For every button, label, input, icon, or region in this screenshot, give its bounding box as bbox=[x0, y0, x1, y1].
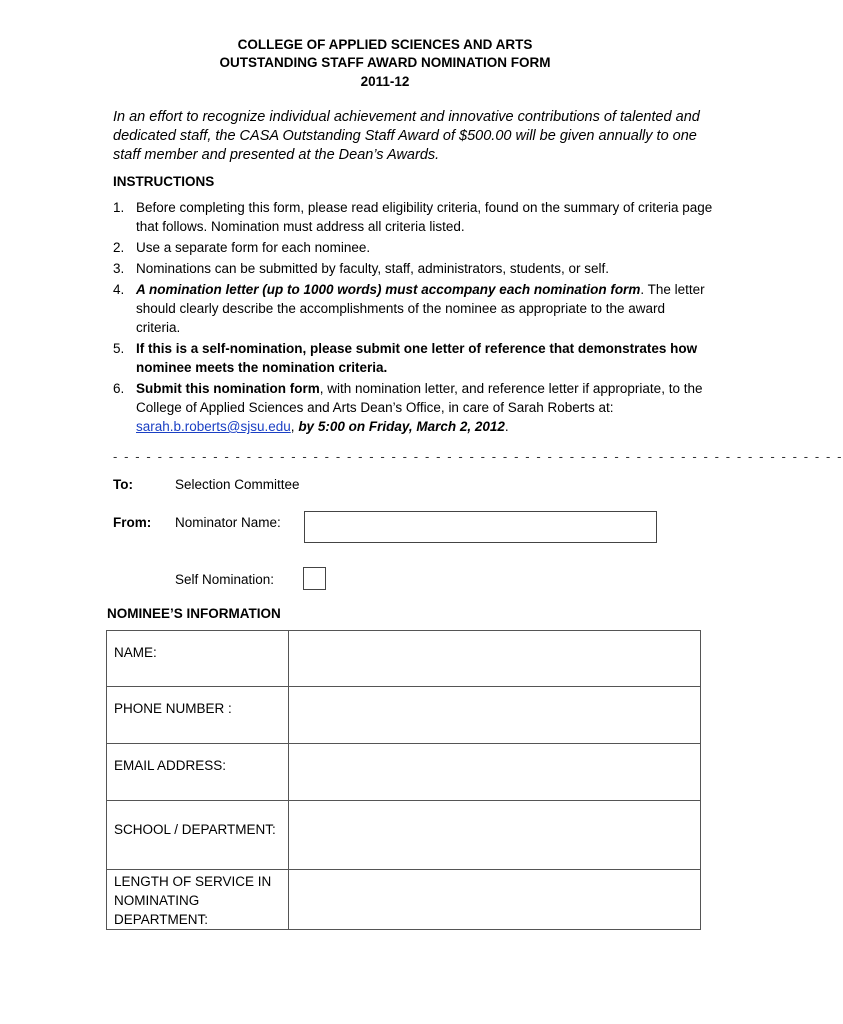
form-title-year: 2011-12 bbox=[360, 74, 410, 89]
instruction-separator: , bbox=[290, 419, 299, 434]
nominee-info-table bbox=[106, 630, 701, 930]
to-value: Selection Committee bbox=[175, 477, 300, 492]
nominee-info-heading: NOMINEE’S INFORMATION bbox=[107, 606, 281, 621]
instruction-item bbox=[113, 379, 713, 436]
instruction-end: . bbox=[504, 419, 509, 434]
length-of-service-field[interactable] bbox=[289, 870, 701, 930]
to-label: To: bbox=[113, 477, 133, 492]
email-link[interactable]: sarah.b.roberts@sjsu.edu bbox=[136, 419, 291, 434]
from-label: From: bbox=[113, 515, 152, 530]
instruction-text: Use a separate form for each nominee. bbox=[136, 240, 371, 255]
name-label: NAME: bbox=[107, 631, 289, 687]
instruction-emphasis: Submit this nomination form bbox=[136, 381, 320, 396]
instruction-text: If this is a self-nomination, please submit one letter of reference that demonstrates how nominee meets the nomination criteria. bbox=[136, 341, 698, 375]
instruction-text: Before completing this form, please read eligibility criteria, found on the summary of criteria page that follows. Nomination must address all criteria listed. bbox=[136, 200, 713, 234]
instruction-text: Nominations can be submitted by faculty, staff, administrators, students, or self. bbox=[136, 261, 609, 276]
instruction-number: 4. bbox=[113, 282, 125, 297]
instructions-heading: INSTRUCTIONS bbox=[113, 174, 215, 189]
self-nomination-checkbox[interactable] bbox=[303, 567, 326, 590]
intro-paragraph: In an effort to recognize individual achievement and innovative contributions of talented and dedicated staff, the CASA Outstanding Staff Award of $500.00 will be given annually to one staff member and presented at the Dean’s Awards. bbox=[113, 109, 700, 163]
table-row bbox=[107, 687, 701, 744]
instruction-text: . The letter should clearly describe the accomplishments of the nominee as appropriate to the award criteria. bbox=[136, 282, 705, 335]
email-field[interactable] bbox=[289, 744, 701, 801]
instruction-item bbox=[113, 259, 713, 278]
form-title-college: COLLEGE OF APPLIED SCIENCES AND ARTS bbox=[237, 37, 533, 52]
phone-field[interactable] bbox=[289, 687, 701, 744]
table-row bbox=[107, 870, 701, 930]
table-row bbox=[107, 744, 701, 801]
instruction-text: , with nomination letter, and reference letter if appropriate, to the College of Applied Sciences and Arts Dean’s Office, in care of Sarah Roberts at: bbox=[136, 381, 703, 415]
nominator-name-input[interactable] bbox=[304, 511, 657, 543]
nominator-name-label: Nominator Name: bbox=[175, 515, 281, 530]
email-label: EMAIL ADDRESS: bbox=[107, 744, 289, 801]
table-row bbox=[107, 801, 701, 870]
instruction-item bbox=[113, 280, 713, 337]
name-field[interactable] bbox=[289, 631, 701, 687]
deadline-text: by 5:00 on Friday, March 2, 2012 bbox=[298, 419, 505, 434]
instruction-number: 5. bbox=[113, 341, 125, 356]
instruction-number: 2. bbox=[113, 240, 125, 255]
instruction-number: 3. bbox=[113, 261, 125, 276]
instruction-item bbox=[113, 238, 713, 257]
length-of-service-label: LENGTH OF SERVICE IN NOMINATING DEPARTMENT: bbox=[107, 870, 289, 930]
instruction-item bbox=[113, 339, 713, 377]
school-department-field[interactable] bbox=[289, 801, 701, 870]
table-row bbox=[107, 631, 701, 687]
instruction-number: 6. bbox=[113, 381, 125, 396]
instructions-list bbox=[113, 198, 713, 438]
instruction-emphasis: A nomination letter (up to 1000 words) must accompany each nomination form bbox=[136, 282, 641, 297]
form-title-award: OUTSTANDING STAFF AWARD NOMINATION FORM bbox=[219, 55, 551, 70]
self-nomination-label: Self Nomination: bbox=[175, 572, 275, 587]
cut-line-separator: - - - - - - - - - - - - - - - - - - - - - - - - - - - - - - - - - - - - - - - - - - - - - - - - - - - - - - - - - - - - - - - - - - bbox=[113, 449, 843, 464]
instruction-number: 1. bbox=[113, 200, 125, 215]
instruction-item bbox=[113, 198, 713, 236]
phone-label: PHONE NUMBER : bbox=[107, 687, 289, 744]
school-department-label: SCHOOL / DEPARTMENT: bbox=[107, 801, 289, 870]
